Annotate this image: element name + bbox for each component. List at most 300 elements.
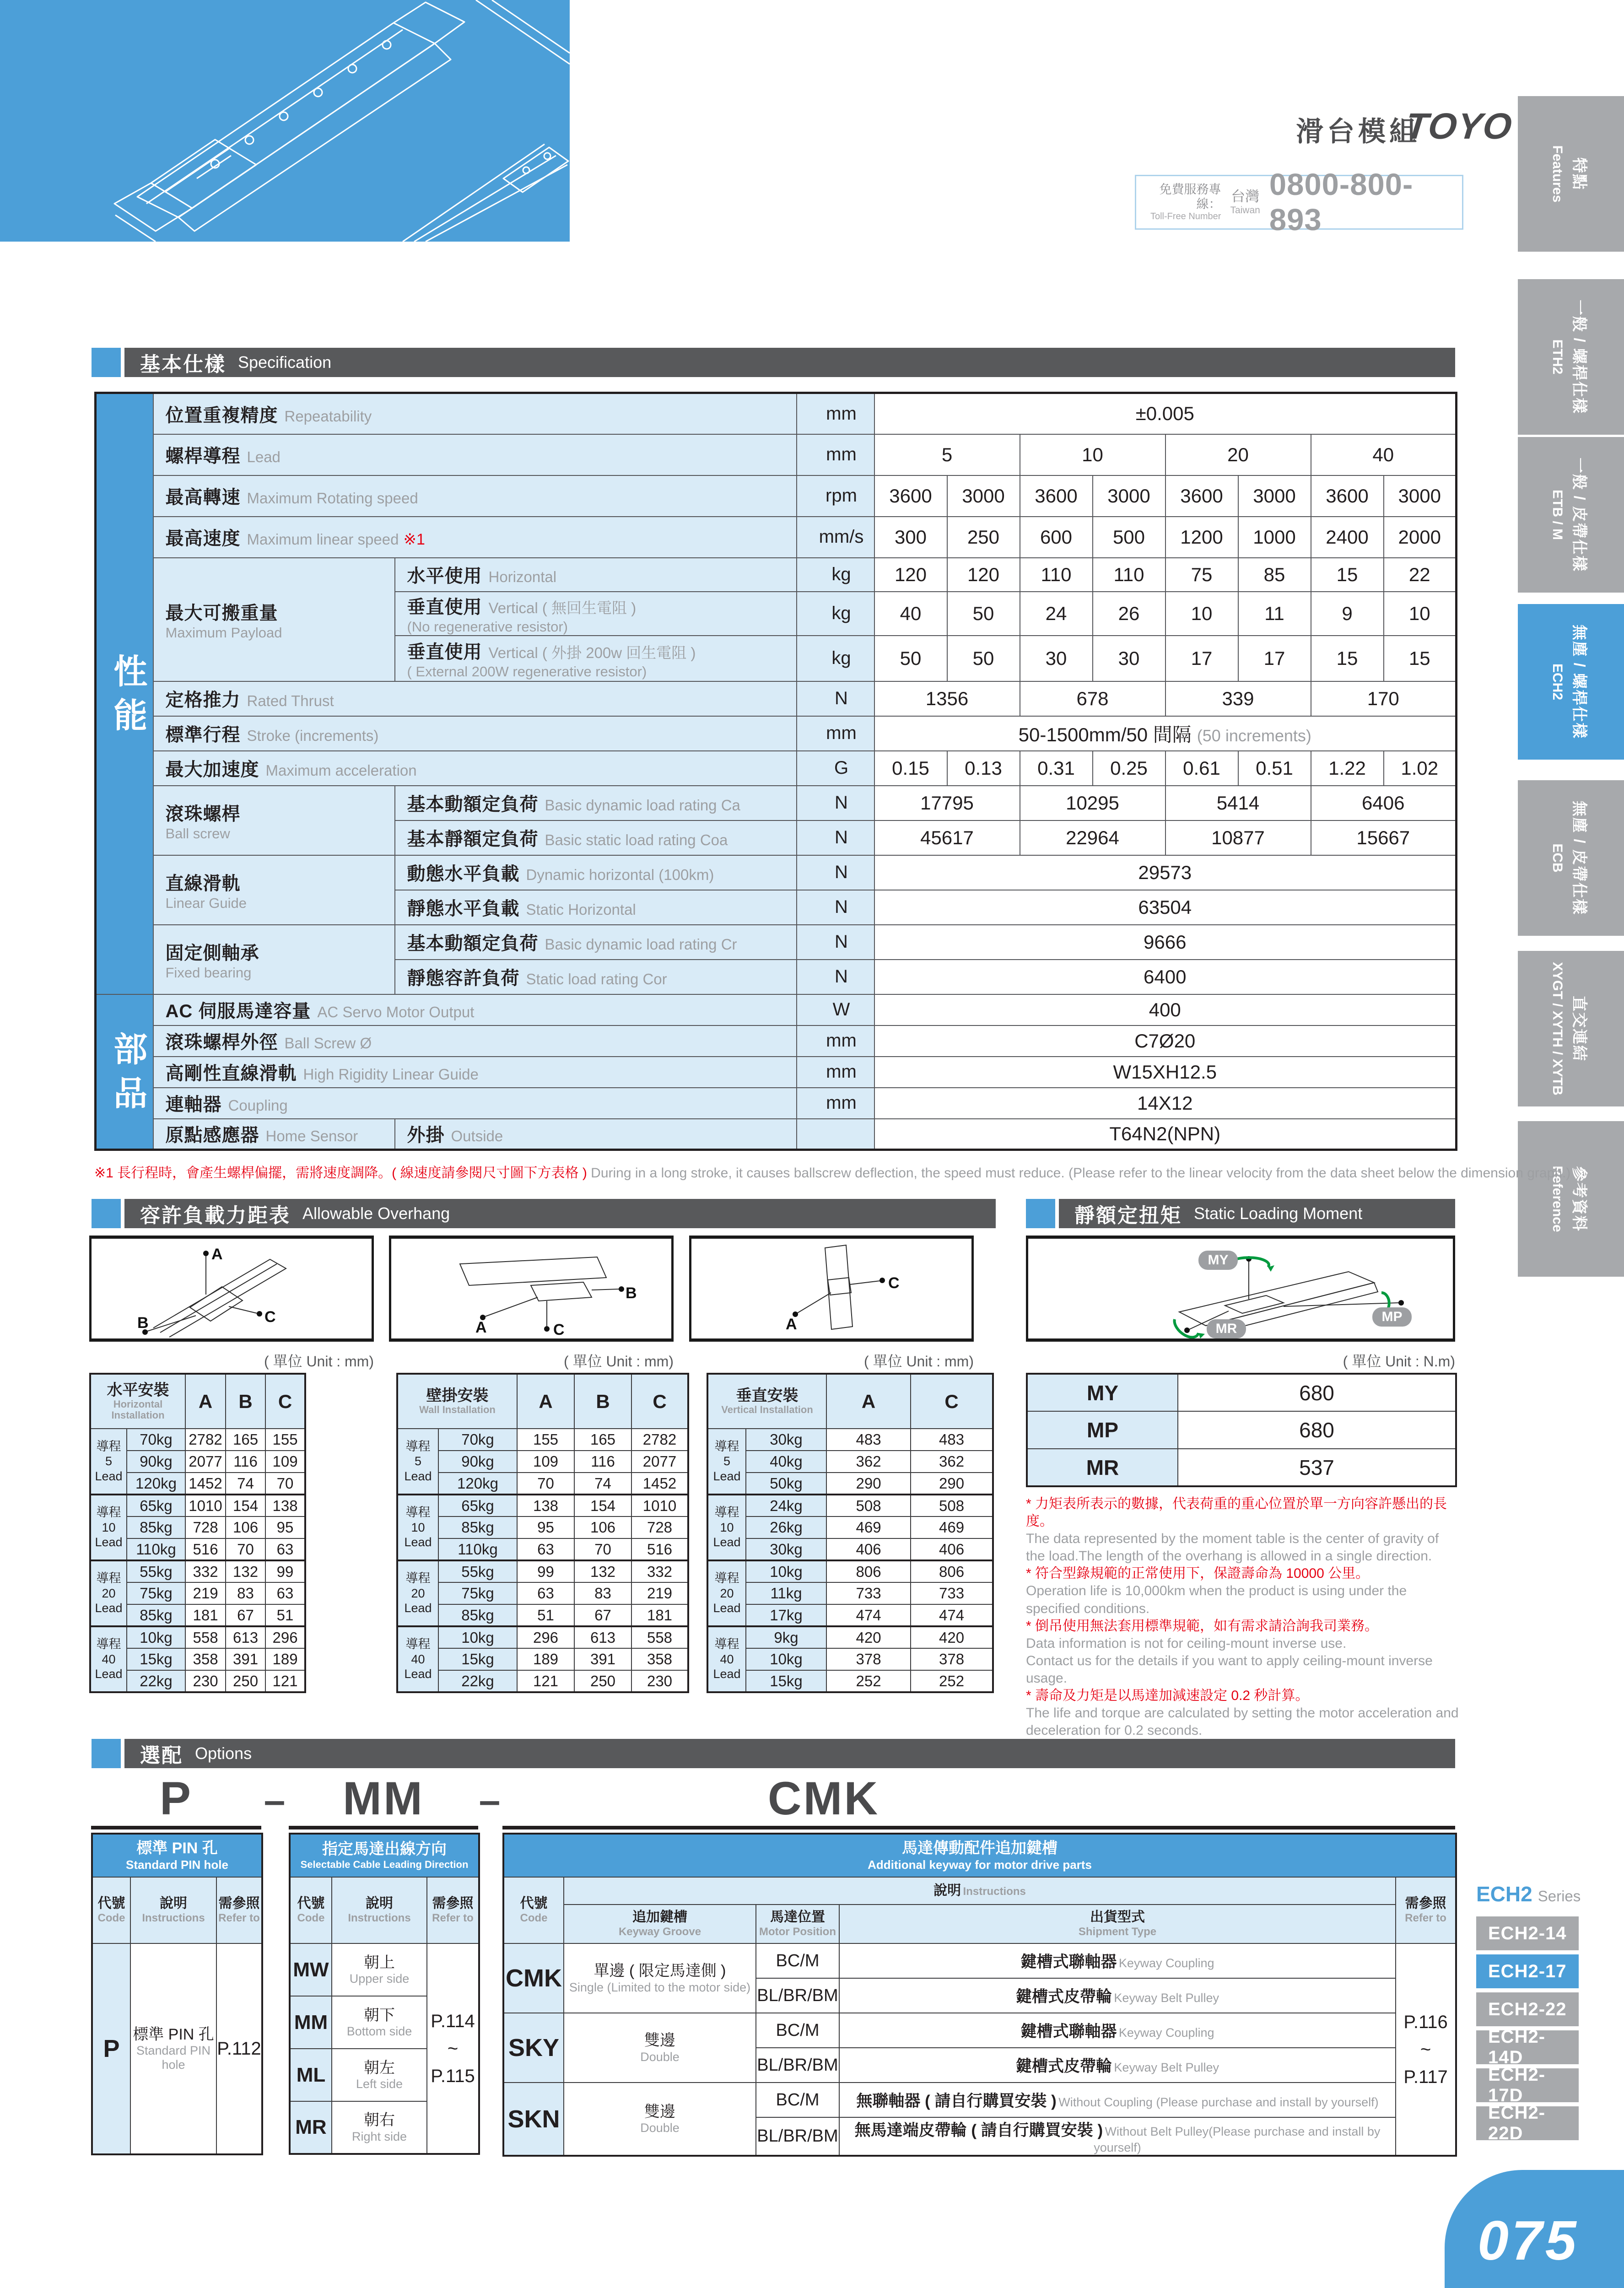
cell: 10kg (746, 1648, 826, 1670)
tollfree-number: 0800-800-893 (1269, 167, 1414, 237)
product-hero (0, 0, 570, 242)
moment-label-mr: MR (1215, 1321, 1237, 1336)
tollfree-label (1136, 183, 1221, 221)
unit-cell: G (797, 751, 874, 786)
value-cell: 1.02 (1384, 751, 1457, 786)
row-label-group: 最大可搬重量 Maximum Payload (153, 558, 395, 681)
cell: 121 (517, 1670, 574, 1692)
motor-position: BC/M (756, 2083, 839, 2117)
unit-label-mm: ( 單位 Unit : mm) (864, 1353, 974, 1370)
tab-label-zh: 參考資料 (1570, 1166, 1588, 1232)
column-header: B (226, 1374, 265, 1429)
product-illustration (0, 0, 570, 242)
lead-group: 導程 10 Lead (397, 1495, 438, 1560)
cell: 63 (517, 1538, 574, 1560)
value-cell: 600 (1020, 517, 1093, 558)
lead-group: 導程 10 Lead (90, 1495, 127, 1560)
value-cell: 339 (1165, 681, 1311, 716)
section-accent (1026, 1199, 1055, 1228)
tab-label-zh: 一般 / 皮帶仕樣 (1570, 457, 1588, 572)
column-header: B (574, 1374, 631, 1429)
model-code-p: P (159, 1772, 193, 1824)
row-label: AC 伺服馬達容量 AC Servo Motor Output (153, 994, 797, 1025)
cell: 65kg (438, 1495, 517, 1516)
value-cell: 0.31 (1020, 751, 1093, 786)
value-cell: 9666 (874, 925, 1457, 960)
spec-footnote-en: During in a long stroke, it causes ballscrew deflection, the speed must reduce. (Please refer to the linear velocity from the data sheet below the dimension graph.) (591, 1166, 1571, 1181)
cell: 85kg (438, 1604, 517, 1626)
code-underline (91, 1826, 261, 1829)
option-code: SKN (503, 2083, 564, 2156)
cell: 90kg (438, 1451, 517, 1473)
spec-section-title-zh: 基本仕樣 (140, 353, 226, 376)
tollfree-label-en: Toll-Free Number (1150, 211, 1221, 221)
lead-group: 導程 20 Lead (90, 1560, 127, 1626)
unit-label-mm: ( 單位 Unit : mm) (564, 1353, 674, 1370)
tab-label-zh: 無塵 / 皮帶仕樣 (1570, 800, 1588, 916)
lead-group: 導程 10 Lead (707, 1495, 746, 1560)
cell: 189 (265, 1648, 305, 1670)
value-cell: 1356 (874, 681, 1020, 716)
cell: 483 (911, 1429, 993, 1451)
cell: 378 (826, 1648, 911, 1670)
value-cell: 1000 (1238, 517, 1311, 558)
diagram-label-c: C (553, 1321, 565, 1338)
lead-group: 導程 5 Lead (90, 1429, 127, 1495)
cell: 165 (226, 1429, 265, 1451)
spec-footnote (94, 1161, 1618, 1182)
column-header: C (631, 1374, 688, 1429)
cell: 10kg (438, 1626, 517, 1648)
overhang-diagram-horizontal (89, 1236, 374, 1342)
shipment-type: 無聯軸器 ( 請自行購買安裝 ) Without Coupling (Please purchase and install by yourself) (839, 2083, 1396, 2117)
series-item-ech2-14[interactable]: ECH2-14 (1476, 1916, 1579, 1950)
cell: 358 (631, 1648, 688, 1670)
row-label: 最大加速度 Maximum acceleration (153, 751, 797, 786)
cell: 15kg (746, 1670, 826, 1692)
value-cell: 45617 (874, 820, 1020, 855)
moment-table (1026, 1373, 1457, 1487)
diagram-label-b: B (626, 1284, 637, 1302)
note-line: The life and torque are calculated by setting the motor acceleration and deceleration for 0.2 seconds. (1026, 1705, 1459, 1738)
unit-cell: N (797, 681, 874, 716)
row-label-group: 直線滑軌 Linear Guide (153, 855, 395, 925)
section-accent (92, 348, 121, 377)
sidebar-tab-ecb[interactable] (1518, 780, 1624, 936)
option-instruction: 朝左 Left side (332, 2049, 427, 2101)
sidebar-tab-features[interactable] (1518, 96, 1624, 252)
option-instruction: 標準 PIN 孔 Standard PIN hole (130, 1943, 216, 2154)
row-label-group: 滾珠螺桿 Ball screw (153, 786, 395, 855)
cell: 391 (574, 1648, 631, 1670)
cell: 2782 (631, 1429, 688, 1451)
overhang-table-wall (396, 1373, 689, 1693)
diagram-label-c: C (888, 1274, 900, 1292)
value-cell: 3600 (874, 475, 947, 517)
value-cell: 3600 (1165, 475, 1238, 517)
row-label: 最高轉速 Maximum Rotating speed (153, 475, 797, 517)
unit-cell: mm (797, 716, 874, 751)
cell: 230 (185, 1670, 226, 1692)
value-cell: 3000 (1238, 475, 1311, 517)
value-cell: 20 (1165, 434, 1311, 475)
cell: 558 (631, 1626, 688, 1648)
overhang-diagram-vertical (689, 1236, 974, 1342)
cell: 252 (826, 1670, 911, 1692)
tollfree-region-en: Taiwan (1230, 205, 1260, 216)
value-cell: 0.25 (1093, 751, 1165, 786)
cell: 63 (517, 1582, 574, 1604)
cell: 70 (265, 1473, 305, 1495)
spec-category-performance: 性能 (96, 393, 153, 994)
column-header: C (911, 1374, 993, 1429)
cell: 40kg (746, 1451, 826, 1473)
motor-position: BL/BR/BM (756, 2117, 839, 2156)
option-code: SKY (503, 2013, 564, 2083)
value-cell: 10295 (1020, 786, 1165, 820)
value-cell: 63504 (874, 890, 1457, 925)
value-cell: 15667 (1311, 820, 1457, 855)
unit-cell: mm/s (797, 517, 874, 558)
value-cell: 10877 (1165, 820, 1311, 855)
model-code-dash: – (479, 1779, 501, 1822)
page-number-badge (1445, 2170, 1624, 2288)
series-item-ech2-22d[interactable]: ECH2-22D (1476, 2106, 1579, 2140)
diagram-label-b: B (137, 1314, 149, 1332)
value-cell: 40 (1311, 434, 1457, 475)
sidebar-tab-reference[interactable] (1518, 1121, 1624, 1277)
row-label: 標準行程 Stroke (increments) (153, 716, 797, 751)
spec-table (94, 392, 1457, 1151)
shipment-type: 鍵槽式聯軸器 Keyway Coupling (839, 1943, 1396, 1978)
section-accent (92, 1739, 121, 1768)
value-cell: ±0.005 (874, 393, 1457, 434)
note-line: Contact us for the details if you want to apply ceiling-mount inverse usage. (1026, 1653, 1433, 1686)
column-header: 代號 Code (92, 1877, 130, 1943)
option-code: ML (290, 2049, 332, 2101)
value-cell: 14X12 (874, 1088, 1457, 1119)
moment-notes (1026, 1495, 1462, 1739)
tab-label-en: ECH2 (1550, 663, 1565, 701)
unit-cell: mm (797, 1025, 874, 1057)
cell: 420 (826, 1626, 911, 1648)
cell: 75kg (438, 1582, 517, 1604)
value-cell: 24 (1020, 592, 1093, 636)
value-cell: 30 (1093, 636, 1165, 681)
value-cell: 26 (1093, 592, 1165, 636)
cell: 22kg (438, 1670, 517, 1692)
cell: 406 (826, 1538, 911, 1560)
series-subtitle: Series (1538, 1888, 1581, 1905)
value-cell: 50 (947, 592, 1020, 636)
cell: 30kg (746, 1538, 826, 1560)
sidebar-tab-ech2-active[interactable] (1518, 604, 1624, 760)
cell: 132 (574, 1560, 631, 1582)
cell: 154 (574, 1495, 631, 1516)
cell: 17kg (746, 1604, 826, 1626)
row-sublabel: 基本靜額定負荷 Basic static load rating Coa (395, 820, 797, 855)
brand-logo: TOYO (1403, 106, 1515, 146)
column-header: 馬達位置 Motor Position (756, 1905, 839, 1943)
cell: 728 (185, 1516, 226, 1538)
lead-group: 導程 5 Lead (707, 1429, 746, 1495)
value-cell: 300 (874, 517, 947, 558)
overhang-diagram-wall (389, 1236, 674, 1342)
value-cell: 1200 (1165, 517, 1238, 558)
moment-section-header (1059, 1199, 1455, 1228)
cell: 1452 (631, 1473, 688, 1495)
cell: 516 (185, 1538, 226, 1560)
cell: 106 (574, 1516, 631, 1538)
value-cell: 3600 (1311, 475, 1384, 517)
tab-label-zh: 直交連結 (1570, 996, 1588, 1062)
row-label: 高剛性直線滑軌 High Rigidity Linear Guide (153, 1057, 797, 1088)
series-item-ech2-14d[interactable]: ECH2-14D (1476, 2030, 1579, 2064)
unit-cell: kg (797, 636, 874, 681)
row-sublabel: 動態水平負載 Dynamic horizontal (100km) (395, 855, 797, 890)
value-cell: 22 (1384, 558, 1457, 592)
value-cell: 10 (1165, 592, 1238, 636)
value-cell: 110 (1020, 558, 1093, 592)
option-code: CMK (503, 1943, 564, 2013)
column-header: 說明 Instructions (564, 1877, 1396, 1905)
cell: 120kg (438, 1473, 517, 1495)
value-cell: 10 (1020, 434, 1165, 475)
column-header: 代號 Code (290, 1877, 332, 1943)
cell: 155 (517, 1429, 574, 1451)
row-label-group: 固定側軸承 Fixed bearing (153, 925, 395, 994)
value-cell: 3000 (947, 475, 1020, 517)
horizontal-install-diagram (92, 1239, 372, 1338)
cell: 10kg (746, 1560, 826, 1582)
series-item-ech2-17-active[interactable]: ECH2-17 (1476, 1954, 1579, 1988)
options-section-header (124, 1739, 1455, 1768)
cell: 50kg (746, 1473, 826, 1495)
cell: 2077 (631, 1451, 688, 1473)
cell: 296 (517, 1626, 574, 1648)
value-cell: 0.61 (1165, 751, 1238, 786)
model-code-mm: MM (343, 1772, 424, 1824)
cell: 558 (185, 1626, 226, 1648)
value-cell: 3000 (1384, 475, 1457, 517)
cell: 290 (911, 1473, 993, 1495)
unit-cell: kg (797, 558, 874, 592)
value-cell: 30 (1020, 636, 1093, 681)
value-cell: 2000 (1384, 517, 1457, 558)
code-underline (502, 1826, 1455, 1829)
column-header: 說明 Instructions (332, 1877, 427, 1943)
spec-section-header (124, 348, 1455, 377)
cell: 70 (574, 1538, 631, 1560)
row-label: 連軸器 Coupling (153, 1088, 797, 1119)
lead-group: 導程 40 Lead (397, 1626, 438, 1692)
value-cell: 3000 (1093, 475, 1165, 517)
diagram-label-a: A (786, 1316, 797, 1333)
value-cell: W15XH12.5 (874, 1057, 1457, 1088)
overhang-section-header (124, 1199, 996, 1228)
cell: 806 (826, 1560, 911, 1582)
tab-label-en: ETB / M (1550, 490, 1565, 540)
value-cell: 678 (1020, 681, 1165, 716)
option-instruction: 單邊 ( 限定馬達側 ) Single (Limited to the motor side) (564, 1943, 756, 2013)
cell: 83 (226, 1582, 265, 1604)
table-title: 水平安裝 Horizontal Installation (90, 1374, 185, 1429)
value-cell: 2400 (1311, 517, 1384, 558)
option-code: MR (290, 2101, 332, 2154)
unit-cell: W (797, 994, 874, 1025)
cell: 138 (517, 1495, 574, 1516)
cell: 2077 (185, 1451, 226, 1473)
tab-label-zh: 一般 / 螺桿仕樣 (1570, 299, 1588, 415)
cell: 85kg (127, 1516, 185, 1538)
row-sublabel: 垂直使用 Vertical ( 無回生電阻 ) (No regenerative resistor) (395, 592, 797, 636)
cell: 9kg (746, 1626, 826, 1648)
cell: 469 (826, 1516, 911, 1538)
row-sublabel: 基本動額定負荷 Basic dynamic load rating Cr (395, 925, 797, 960)
cell: 733 (826, 1582, 911, 1604)
value-cell: 500 (1093, 517, 1165, 558)
sidebar-tab-xy[interactable] (1518, 951, 1624, 1106)
sidebar-tab-etb-m[interactable] (1518, 437, 1624, 593)
cell: 165 (574, 1429, 631, 1451)
cell: 728 (631, 1516, 688, 1538)
options-table-pin (91, 1833, 263, 2155)
cell: 469 (911, 1516, 993, 1538)
cell: 132 (226, 1560, 265, 1582)
cell: 51 (517, 1604, 574, 1626)
cell: 109 (517, 1451, 574, 1473)
tab-label-zh: 無塵 / 螺桿仕樣 (1570, 624, 1588, 739)
cell: 55kg (438, 1560, 517, 1582)
note-line: Operation life is 10,000km when the product is using under the specified conditions. (1026, 1583, 1407, 1616)
value-cell: 11 (1238, 592, 1311, 636)
row-label: 原點感應器 Home Sensor (153, 1119, 395, 1150)
cell: 110kg (438, 1538, 517, 1560)
moment-row-label: MP (1027, 1411, 1178, 1449)
cell: 99 (517, 1560, 574, 1582)
cell: 116 (226, 1451, 265, 1473)
row-sublabel: 垂直使用 Vertical ( 外掛 200w 回生電阻 ) ( External 200W regenerative resistor) (395, 636, 797, 681)
moment-row-value: 537 (1178, 1449, 1456, 1486)
shipment-type: 無馬達端皮帶輪 ( 請自行購買安裝 ) Without Belt Pulley(Please purchase and install by yourself) (839, 2117, 1396, 2156)
column-header: A (517, 1374, 574, 1429)
cell: 95 (265, 1516, 305, 1538)
value-cell: 3600 (1020, 475, 1093, 517)
cell: 332 (185, 1560, 226, 1582)
moment-label-mp: MP (1381, 1309, 1403, 1324)
tab-label-zh: 特點 (1570, 157, 1588, 190)
moment-label-my: MY (1208, 1252, 1229, 1268)
value-cell: C7Ø20 (874, 1025, 1457, 1057)
options-table-keyway (502, 1833, 1457, 2157)
lead-group: 導程 5 Lead (397, 1429, 438, 1495)
cell: 30kg (746, 1429, 826, 1451)
cell: 181 (631, 1604, 688, 1626)
cell: 1010 (631, 1495, 688, 1516)
overhang-table-vertical (707, 1373, 994, 1693)
series-item-ech2-17d[interactable]: ECH2-17D (1476, 2068, 1579, 2102)
unit-cell: mm (797, 1088, 874, 1119)
motor-position: BL/BR/BM (756, 1978, 839, 2013)
unit-cell: N (797, 960, 874, 994)
table-title: 馬達傳動配件追加鍵槽 Additional keyway for motor drive parts (503, 1834, 1456, 1877)
cell: 116 (574, 1451, 631, 1473)
note-line: * 倒吊使用無法套用標準規範，如有需求請洽詢我司業務。 (1026, 1618, 1379, 1634)
cell: 806 (911, 1560, 993, 1582)
unit-cell: rpm (797, 475, 874, 517)
cell: 189 (517, 1648, 574, 1670)
note-line: The data represented by the moment table is the center of gravity of the load.The length of the overhang is allowed in a single direction. (1026, 1531, 1439, 1564)
unit-cell: kg (797, 592, 874, 636)
cell: 106 (226, 1516, 265, 1538)
cell: 85kg (127, 1604, 185, 1626)
value-cell: 1.22 (1311, 751, 1384, 786)
unit-label-nm: ( 單位 Unit : N.m) (1343, 1353, 1455, 1370)
cell: 155 (265, 1429, 305, 1451)
value-cell: 120 (947, 558, 1020, 592)
overhang-title-zh: 容許負載力距表 (140, 1204, 291, 1227)
row-label: 滾珠螺桿外徑 Ball Screw Ø (153, 1025, 797, 1057)
column-header: A (185, 1374, 226, 1429)
series-nav-title (1476, 1882, 1581, 1906)
vertical-install-diagram (691, 1239, 971, 1338)
diagram-label-a: A (475, 1319, 487, 1336)
moment-row-label: MR (1027, 1449, 1178, 1486)
unit-label-mm: ( 單位 Unit : mm) (264, 1353, 374, 1370)
value-cell: 15 (1384, 636, 1457, 681)
table-title: 標準 PIN 孔 Standard PIN hole (92, 1834, 262, 1877)
tollfree-box (1135, 167, 1463, 237)
sidebar-tab-eth2[interactable] (1518, 279, 1624, 435)
cell: 181 (185, 1604, 226, 1626)
unit-cell: mm (797, 1057, 874, 1088)
value-cell: 5414 (1165, 786, 1311, 820)
option-instruction: 朝下 Bottom side (332, 1996, 427, 2049)
cell: 516 (631, 1538, 688, 1560)
cell: 67 (226, 1604, 265, 1626)
page-title: 滑台模組 (1296, 116, 1420, 147)
cell: 508 (826, 1495, 911, 1516)
cell: 2782 (185, 1429, 226, 1451)
value-cell: 110 (1093, 558, 1165, 592)
option-refer: P.112 (216, 1943, 262, 2154)
series-item-ech2-22[interactable]: ECH2-22 (1476, 1992, 1579, 2026)
overhang-table-horizontal (89, 1373, 306, 1693)
cell: 613 (226, 1626, 265, 1648)
cell: 85kg (438, 1516, 517, 1538)
cell: 63 (265, 1582, 305, 1604)
cell: 67 (574, 1604, 631, 1626)
cell: 378 (911, 1648, 993, 1670)
cell: 26kg (746, 1516, 826, 1538)
column-header: 追加鍵槽 Keyway Groove (564, 1905, 756, 1943)
value-cell: 15 (1311, 636, 1384, 681)
cell: 70 (517, 1473, 574, 1495)
lead-group: 導程 40 Lead (90, 1626, 127, 1692)
table-title: 垂直安裝 Vertical Installation (707, 1374, 826, 1429)
unit-cell: N (797, 890, 874, 925)
cell: 63 (265, 1538, 305, 1560)
tab-label-en: Features (1550, 145, 1565, 203)
cell: 22kg (127, 1670, 185, 1692)
cell: 391 (226, 1648, 265, 1670)
table-title: 指定馬達出線方向 Selectable Cable Leading Direction (290, 1834, 479, 1877)
value-cell: 50 (874, 636, 947, 681)
value-cell: 6400 (874, 960, 1457, 994)
value-cell: 15 (1311, 558, 1384, 592)
option-instruction: 朝右 Right side (332, 2101, 427, 2154)
option-code: MW (290, 1943, 332, 1996)
